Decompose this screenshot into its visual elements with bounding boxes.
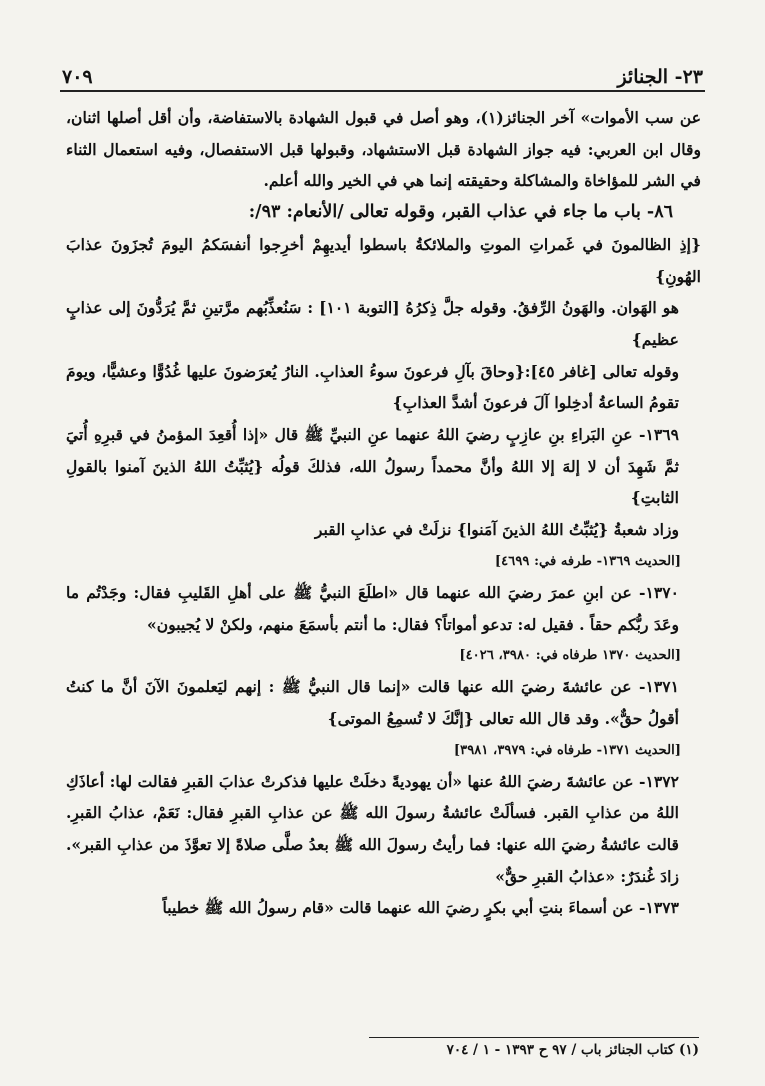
- header-divider: [60, 90, 705, 92]
- verse-ghafir: وقوله تعالى [غافر ٤٥]:{وحاقَ بآلِ فرعونَ سوءُ العذابِ. النارُ يُعرَضونَ عليها غُدُوًّا وعشيًّا، ويومَ تقومُ الساعةُ أدخِلوا آلَ فرعونَ أشدَّ العذابِ}: [66, 361, 679, 413]
- hadith-1369: ١٣٦٩- عنِ البَراءِ بنِ عازِبٍ رضيَ اللهُ عنهما عنِ النبيِّ ﷺ قال «إذا أُقعِدَ المؤمنُ في قبرِهِ أُتيَ ثمَّ شَهِدَ أن لا إلهَ إلا اللهُ وأنَّ محمداً رسولُ الله، فذلكَ قولُه {يُثبِّتُ اللهُ الذينَ آمنوا بالقولِ الثابتِ}: [66, 425, 679, 508]
- hadith-1369-addition: وزاد شعبةُ {يُثبِّتُ اللهُ الذينَ آمَنوا} نزلَتْ في عذابِ القبر: [314, 520, 679, 540]
- quran-verse: {إذِ الظالمونَ في غَمراتِ الموتِ والملائكةُ باسطوا أيديهِمْ أخرِجوا أنفسَكمُ اليومَ تُجزَونَ عذابَ الهُونِ}: [66, 234, 701, 286]
- footnote-divider: [369, 1037, 699, 1038]
- hadith-1371-reference: [الحديث ١٣٧١- طرفاه في: ٣٩٧٩، ٣٩٨١]: [453, 742, 681, 758]
- chapter-heading: ٨٦- باب ما جاء في عذاب القبر، وقوله تعالى /الأنعام: ٩٣/:: [248, 202, 673, 223]
- hadith-1373: ١٣٧٣- عن أسماءَ بنتِ أبي بكرٍ رضيَ الله عنهما قالت «قام رسولُ الله ﷺ خطيباً: [162, 898, 679, 918]
- hadith-1370-reference: [الحديث ١٣٧٠ طرفاه في: ٣٩٨٠، ٤٠٢٦]: [459, 648, 681, 664]
- hadith-1369-reference: [الحديث ١٣٦٩- طرفه في: ٤٦٩٩]: [494, 553, 681, 569]
- footnote: (١) كتاب الجنائز باب / ٩٧ ح ١٣٩٣ - ١ / ٧٠٤: [446, 1042, 699, 1058]
- intro-paragraph: عن سب الأموات» آخر الجنائز(١)، وهو أصل في قبول الشهادة بالاستفاضة، وأن أقل أصلها اثنان، وقال ابن العربي: فيه جواز الشهادة قبل الاستشهاد، وقبولها قبل الاستفصال، وفيه استعمال الثناء في الشر للمؤاخاة والمشاكلة وحقيقته إنما هي في الخير والله أعلم.: [66, 108, 701, 191]
- page-number: ٧٠٩: [62, 66, 93, 88]
- hadith-1371: ١٣٧١- عن عائشةَ رضيَ الله عنها قالت «إنما قال النبيُّ ﷺ : إنهم ليَعلمونَ الآنَ أنَّ ما كنتُ أقولُ حقٌّ». وقد قال الله تعالى {إنَّكَ لا تُسمِعُ الموتى}: [66, 677, 679, 728]
- page-header: [62, 54, 703, 88]
- hadith-1370: ١٣٧٠- عن ابنِ عمرَ رضيَ الله عنهما قال «اطلَعَ النبيُّ ﷺ على أهلِ القَليبِ فقال: وجَدْتُم ما وعَدَ ربُّكم حقاً . فقيل له: تدعو أمواتاً؟ فقال: ما أنتم بأسمَعَ منهم، ولكنْ لا يُجيبون»: [66, 582, 679, 634]
- page-body: [66, 102, 701, 924]
- hadith-1372: ١٣٧٢- عن عائشةَ رضيَ اللهُ عنها «أن يهوديةً دخلَتْ عليها فذكرتْ عذابَ القبرِ فقالت لها: أعاذَكِ اللهُ من عذابِ القبر. فسألَتْ عائشةُ رسولَ الله ﷺ عن عذابِ القبرِ فقال: نَعَمْ، عذابُ القبرِ. قالت عائشةُ رضيَ الله عنها: فما رأيتُ رسولَ الله ﷺ بعدُ صلَّى صلاةً إلا تعوَّذَ من عذابِ القبر». زادَ غُندَرٌ: «عذابُ القبرِ حقٌّ»: [66, 771, 679, 886]
- chapter-title: ٢٣- الجنائز: [617, 66, 703, 88]
- verse-commentary: هو الهَوان. والهَونُ الرِّفقُ. وقوله جلَّ ذِكرُهُ [التوبة ١٠١] : سَنُعذِّبُهم مرَّتينِ ثمَّ يُرَدُّونَ إلى عذابٍ عظيم}: [66, 298, 679, 349]
